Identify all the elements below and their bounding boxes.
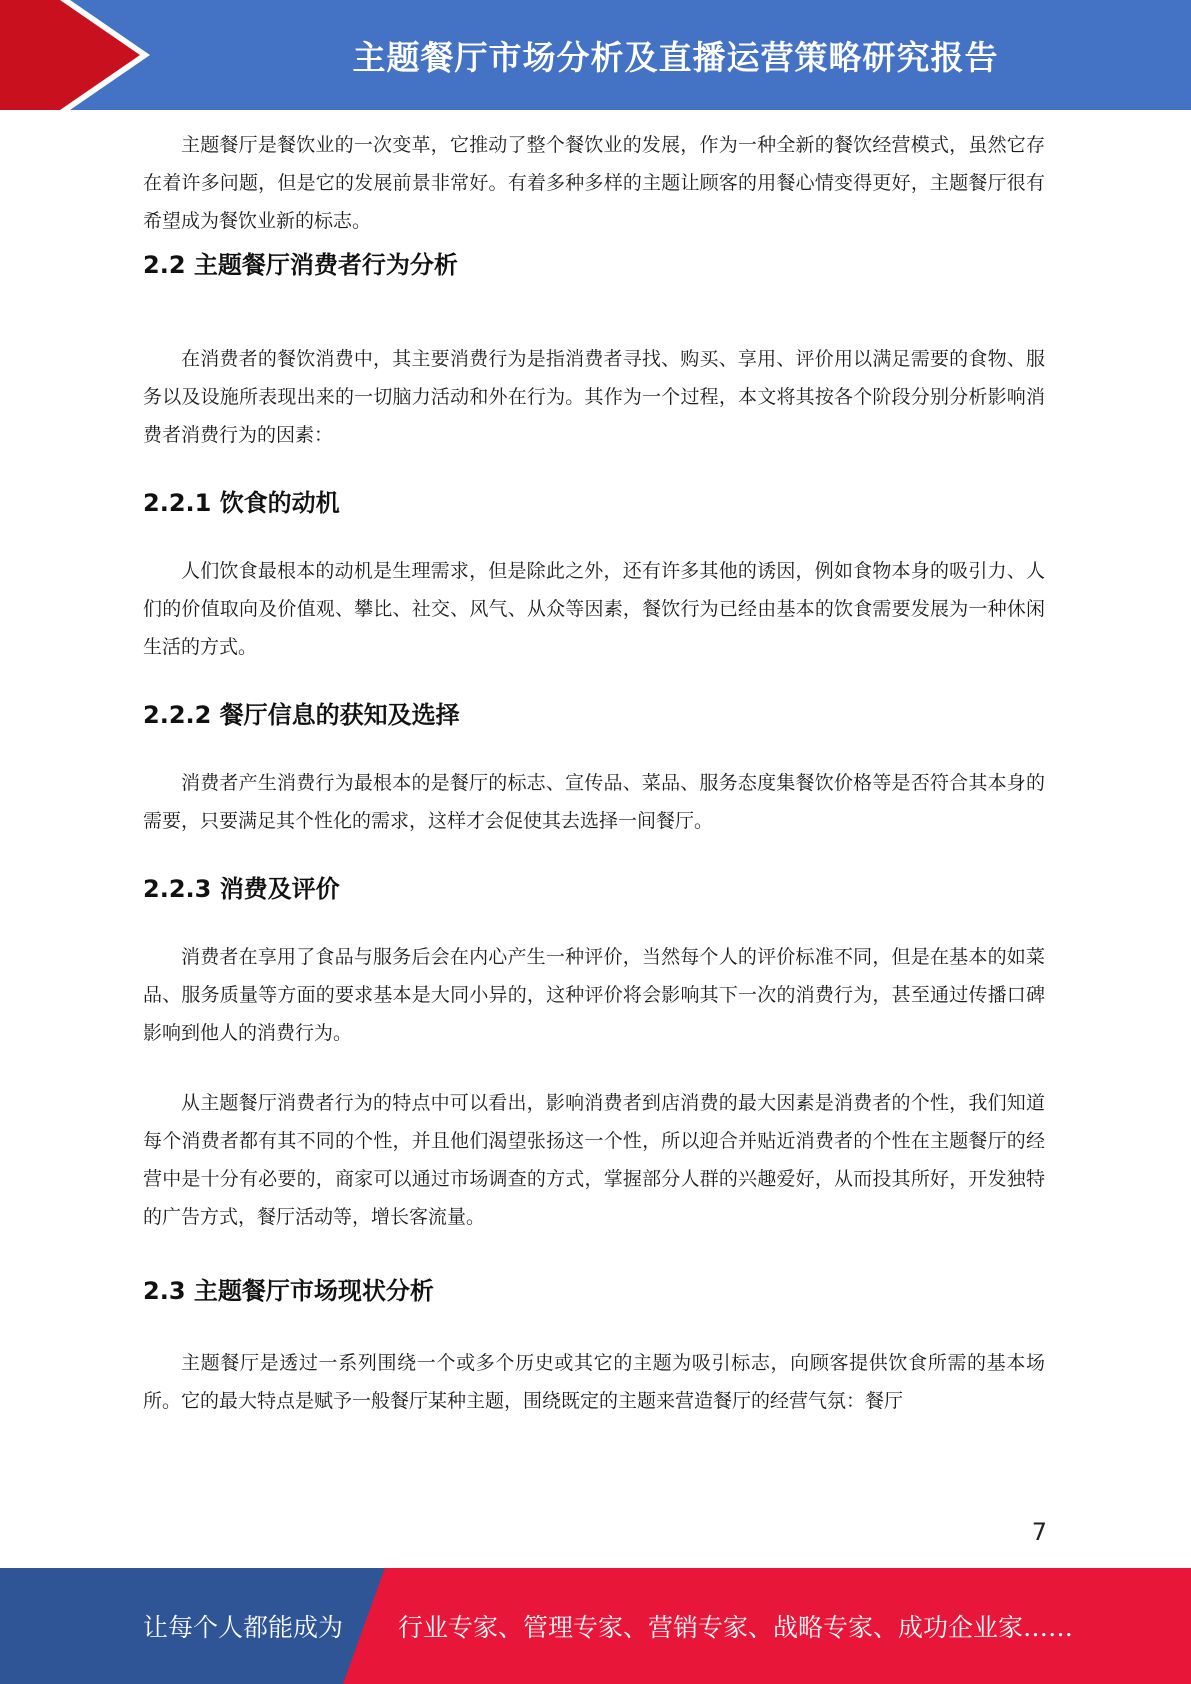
paragraph-intro: 主题餐厅是餐饮业的一次变革，它推动了整个餐饮业的发展，作为一种全新的餐饮经营模式，虽然它存在着许多问题，但是它的发展前景非常好。有着多种多样的主题让顾客的用餐心情变得更好，主题餐厅很有希望成为餐饮业新的标志。 bbox=[143, 134, 1045, 232]
page-number: 7 bbox=[1031, 1518, 1047, 1546]
paragraph-consumer-behavior: 在消费者的餐饮消费中，其主要消费行为是指消费者寻找、购买、享用、评价用以满足需要的食物、服务以及设施所表现出来的一切脑力活动和外在行为。其作为一个过程，本文将其按各个阶段分别分析影响消费者消费行为的因素： bbox=[143, 348, 1045, 446]
report-title: 主题餐厅市场分析及直播运营策略研究报告 bbox=[352, 37, 999, 77]
heading-2-2-1: 2.2.1 饮食的动机 bbox=[143, 489, 340, 517]
heading-2-2-2: 2.2.2 餐厅信息的获知及选择 bbox=[143, 701, 460, 729]
header-chevron-decoration bbox=[0, 0, 160, 110]
page-content bbox=[143, 126, 1045, 1506]
header-banner bbox=[0, 0, 1191, 110]
paragraph-market-status: 主题餐厅是透过一系列围绕一个或多个历史或其它的主题为吸引标志，向顾客提供饮食所需的基本场所。它的最大特点是赋予一般餐厅某种主题，围绕既定的主题来营造餐厅的经营气氛：餐厅 bbox=[143, 1352, 1045, 1412]
heading-2-3: 2.3 主题餐厅市场现状分析 bbox=[143, 1277, 434, 1305]
paragraph-dining-motivation: 人们饮食最根本的动机是生理需求，但是除此之外，还有许多其他的诱因，例如食物本身的吸引力、人们的价值取向及价值观、攀比、社交、风气、从众等因素，餐饮行为已经由基本的饮食需要发展为一种休闲生活的方式。 bbox=[143, 560, 1045, 658]
paragraph-consumption-evaluation: 消费者在享用了食品与服务后会在内心产生一种评价，当然每个人的评价标准不同，但是在基本的如菜品、服务质量等方面的要求基本是大同小异的，这种评价将会影响其下一次的消费行为，甚至通过传播口碑影响到他人的消费行为。 bbox=[143, 946, 1045, 1044]
heading-2-2-3: 2.2.3 消费及评价 bbox=[143, 875, 340, 903]
footer-slogan-left: 让每个人都能成为 bbox=[143, 1613, 344, 1642]
footer-slogan-right: 行业专家、管理专家、营销专家、战略专家、成功企业家…… bbox=[398, 1613, 1074, 1642]
footer-banner bbox=[0, 1568, 1191, 1684]
heading-2-2: 2.2 主题餐厅消费者行为分析 bbox=[143, 251, 458, 279]
paragraph-personality: 从主题餐厅消费者行为的特点中可以看出，影响消费者到店消费的最大因素是消费者的个性，我们知道每个消费者都有其不同的个性，并且他们渴望张扬这一个性，所以迎合并贴近消费者的个性在主题餐厅的经营中是十分有必要的，商家可以通过市场调查的方式，掌握部分人群的兴趣爱好，从而投其所好，开发独特的广告方式，餐厅活动等，增长客流量。 bbox=[143, 1092, 1045, 1228]
paragraph-restaurant-info: 消费者产生消费行为最根本的是餐厅的标志、宣传品、菜品、服务态度集餐饮价格等是否符合其本身的需要，只要满足其个性化的需求，这样才会促使其去选择一间餐厅。 bbox=[143, 772, 1045, 832]
